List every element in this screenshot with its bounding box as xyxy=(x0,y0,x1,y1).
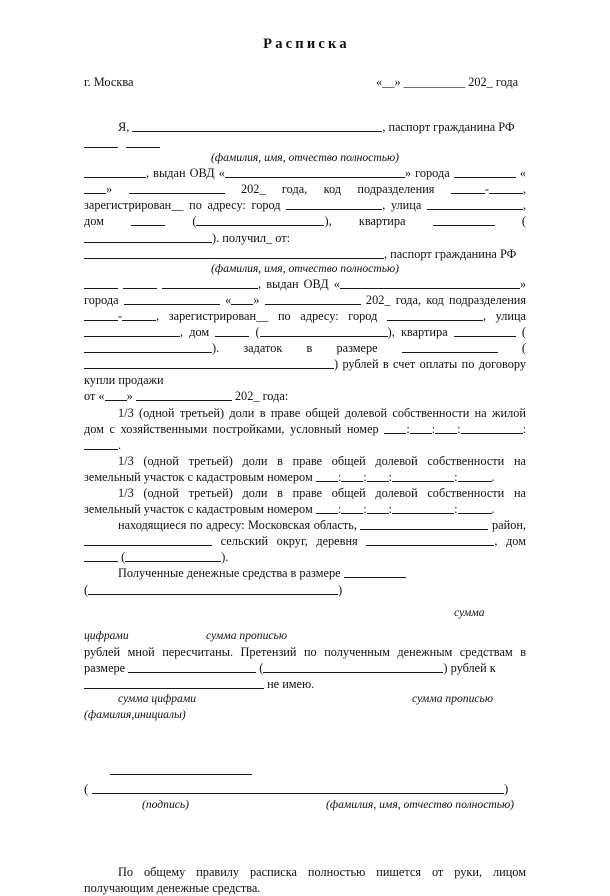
cond-number-input-4[interactable] xyxy=(461,422,523,434)
colon-12: : xyxy=(454,502,458,517)
house-label-3: , дом xyxy=(494,534,526,549)
caption-summa: сумма xyxy=(454,605,485,619)
paren-close-1b: ) xyxy=(212,230,217,245)
period-6: . xyxy=(225,550,229,565)
cond-number-input-3[interactable] xyxy=(435,422,457,434)
share-land-1-label: 1/3 (одной третьей) доли в праве общей долевой собственности на земельный участок с кадастровым номером xyxy=(84,453,526,484)
reg-city-input-2[interactable] xyxy=(387,309,483,321)
signature-block xyxy=(84,774,526,820)
district-label: район, xyxy=(492,518,527,533)
caption-familia-initials: (фамилия,инициалы) xyxy=(84,707,186,721)
paren-open-1b: ( xyxy=(521,214,526,229)
colon-6: : xyxy=(363,469,367,484)
no-claims-label: не имею. xyxy=(267,676,315,691)
reg-apartment-words-input-2[interactable] xyxy=(84,341,212,353)
received-from-label: получил_ от: xyxy=(222,230,291,245)
period-1: . xyxy=(216,230,220,245)
received-amount-words-input[interactable] xyxy=(88,583,338,595)
located-at-label: находящиеся по адресу: Московская область, xyxy=(118,518,357,533)
registered-at-label-1: , зарегистрирован__ по адресу: город xyxy=(84,182,527,213)
received-amount-input[interactable] xyxy=(344,566,406,578)
passport-series-number-row xyxy=(84,135,526,151)
cad-number-1-input-3[interactable] xyxy=(367,470,389,482)
caption-summa-propisyu: сумма прописью xyxy=(206,628,287,642)
division-code-label-2: код подразделения xyxy=(426,292,527,307)
issuer-city-input-2[interactable] xyxy=(124,293,220,305)
contract-from-label: от « xyxy=(84,389,105,404)
cad-number-1-input-5[interactable] xyxy=(458,470,492,482)
apartment-label-1: , квартира xyxy=(328,214,406,229)
colon-1: : xyxy=(406,421,410,436)
caption-signature-fio: (фамилия, имя, отчество полностью) xyxy=(326,797,515,811)
village-house-words-input[interactable] xyxy=(125,550,221,562)
cad-number-2-input-2[interactable] xyxy=(341,502,363,514)
cad-number-1-input-2[interactable] xyxy=(341,470,363,482)
para-no-claims xyxy=(84,676,526,692)
paren-open-5: ( xyxy=(84,582,89,597)
caption-summa-ciframi: сумма цифрами xyxy=(118,691,197,705)
paren-close-1: ) xyxy=(324,214,329,229)
caption-summa-propisyu-2: сумма прописью xyxy=(412,691,493,705)
issuer-city-input-1[interactable] xyxy=(454,166,516,178)
cond-number-input-5[interactable] xyxy=(84,438,118,450)
para-issuer-block-1 xyxy=(84,165,526,245)
quote-close-3: » xyxy=(126,389,133,404)
reg-apartment-words-input-1[interactable] xyxy=(84,231,212,243)
reg-apartment-input-1[interactable] xyxy=(433,214,495,226)
division-code-input-2a[interactable] xyxy=(84,309,118,321)
village-house-input[interactable] xyxy=(84,550,118,562)
passport-series-input[interactable] xyxy=(84,136,118,148)
payer-passport-extra-input[interactable] xyxy=(162,277,196,289)
paren-open-6: ( xyxy=(259,660,264,675)
city-date-row xyxy=(84,75,526,93)
issued-by-label-2: , выдан ОВД « xyxy=(258,276,340,291)
street-label-2: , улица xyxy=(482,308,527,323)
paren-close-5: ) xyxy=(338,582,343,597)
quote-close-1: » xyxy=(106,182,113,197)
reg-city-input-1[interactable] xyxy=(286,198,382,210)
paren-open-4: ( xyxy=(121,550,126,565)
colon-4: : xyxy=(522,421,526,436)
payer-passport-extra-input-2[interactable] xyxy=(196,277,258,289)
deposit-amount-input[interactable] xyxy=(402,341,498,353)
paren-open-2b: ( xyxy=(521,325,526,340)
sig-paren-close: ) xyxy=(504,780,509,796)
reg-house-input-1[interactable] xyxy=(131,214,165,226)
caption-signature: (подпись) xyxy=(142,797,190,811)
paren-open-1: ( xyxy=(192,214,197,229)
period-2: . xyxy=(216,341,220,356)
registered-at-label-2: , зарегистрирован__ по адресу: город xyxy=(156,308,378,323)
division-dash-2: - xyxy=(118,308,123,323)
division-dash-1: - xyxy=(484,182,489,197)
division-code-input-2b[interactable] xyxy=(122,309,156,321)
contract-year-label: 202_ года: xyxy=(234,389,289,404)
house-label-2: , дом xyxy=(180,325,210,340)
paren-close-4: ) xyxy=(221,550,226,565)
para-received-funds xyxy=(84,565,526,581)
ovd-name-input-1[interactable] xyxy=(225,166,405,178)
fio-caption-1: (фамилия, имя, отчество полностью) xyxy=(210,151,400,165)
fio-caption-2: (фамилия, имя, отчество полностью) xyxy=(210,261,400,275)
street-label-1: , улица xyxy=(382,198,422,213)
paren-close-2b: ) xyxy=(212,341,217,356)
house-label-1: , дом xyxy=(84,198,527,229)
issue-day-input-2[interactable] xyxy=(231,293,253,305)
quote-close-2: » xyxy=(253,292,260,307)
quote-open-1: « xyxy=(519,166,527,181)
signature-rule xyxy=(110,774,252,775)
city-of-label-1: » города xyxy=(404,166,450,181)
division-code-input-1b[interactable] xyxy=(489,182,523,194)
division-code-label-1: код подразделения xyxy=(323,182,435,197)
payer-fio-input[interactable] xyxy=(84,247,384,259)
reg-street-input-1[interactable] xyxy=(427,198,523,210)
received-funds-label: Полученные денежные средства в размере xyxy=(118,566,341,581)
period-3: . xyxy=(118,437,122,452)
passport-number-input[interactable] xyxy=(126,136,160,148)
declarant-fio-input[interactable] xyxy=(132,120,382,132)
cad-number-1-input-1[interactable] xyxy=(316,470,338,482)
colon-10: : xyxy=(363,502,367,517)
reg-street-input-2[interactable] xyxy=(84,325,180,337)
para-payer-intro xyxy=(84,246,526,262)
rural-district-label: сельский округ, деревня xyxy=(220,534,358,549)
paren-open-2: ( xyxy=(255,325,260,340)
period-5: . xyxy=(491,502,495,517)
colon-11: : xyxy=(388,502,393,517)
passport-extra-input-1[interactable] xyxy=(84,166,146,178)
footer-note: По общему правилу расписка полностью пишется от руки, лицом получающим денежные средства. xyxy=(84,864,526,895)
paren-close-2: ) xyxy=(387,325,392,340)
deposit-amount-label: задаток в размере xyxy=(243,341,378,356)
para-received-funds-words xyxy=(84,582,526,598)
signature-name-input[interactable] xyxy=(92,793,504,794)
rural-district-input[interactable] xyxy=(84,534,212,546)
issue-day-input-1[interactable] xyxy=(84,182,106,194)
cond-number-input-2[interactable] xyxy=(410,422,432,434)
payer-passport-series-input[interactable] xyxy=(84,277,118,289)
page-title: Расписка xyxy=(263,36,350,52)
intro-lead-label: Я, xyxy=(118,120,130,134)
rubles-payment-label: ) рублей в счет оплаты по договору купли продажи xyxy=(84,357,526,388)
caption-row-familia xyxy=(84,708,526,724)
village-input[interactable] xyxy=(366,534,494,546)
city-label: г. Москва xyxy=(84,75,134,89)
cad-number-1-input-4[interactable] xyxy=(392,470,454,482)
paren-open-3: ( xyxy=(521,341,526,356)
issue-year-label-2: 202_ года, xyxy=(365,292,422,307)
sig-paren-open: ( xyxy=(84,780,89,796)
caption-row-summa-ciframi xyxy=(84,692,526,708)
cad-number-2-input-3[interactable] xyxy=(367,502,389,514)
division-code-input-1a[interactable] xyxy=(451,182,485,194)
share-house-label: 1/3 (одной третьей) доли в праве общей долевой собственности на жилой дом с хозяйственными постройками, условный номер xyxy=(84,405,526,436)
apartment-label-2: , квартира xyxy=(391,325,448,340)
cad-number-2-input-1[interactable] xyxy=(316,502,338,514)
colon-9: : xyxy=(337,502,342,517)
issue-month-input-1[interactable] xyxy=(129,182,225,194)
document-content xyxy=(84,36,526,896)
colon-3: : xyxy=(457,421,461,436)
reg-house-words-input-2[interactable] xyxy=(260,325,388,337)
colon-7: : xyxy=(388,469,393,484)
rubles-k-label: рублей к xyxy=(450,660,496,675)
district-input[interactable] xyxy=(360,518,488,530)
para-location xyxy=(84,517,526,565)
paren-close-6: ) xyxy=(443,660,448,675)
colon-8: : xyxy=(454,469,458,484)
payer-passport-number-input[interactable] xyxy=(123,277,157,289)
para-recounted xyxy=(84,644,526,676)
contract-day-input[interactable] xyxy=(105,389,127,401)
caption-row-summa xyxy=(84,606,526,621)
caption-ciframi: цифрами xyxy=(84,628,129,642)
para-declarant-intro xyxy=(84,119,526,135)
reg-apartment-input-2[interactable] xyxy=(454,325,516,337)
cad-number-2-input-4[interactable] xyxy=(392,502,454,514)
period-4: . xyxy=(491,469,495,484)
contract-month-input[interactable] xyxy=(136,389,232,401)
deposit-amount-words-input[interactable] xyxy=(84,357,334,369)
colon-2: : xyxy=(431,421,436,436)
cond-number-input-1[interactable] xyxy=(384,422,406,434)
date-field[interactable]: «__» __________ 202_ года xyxy=(376,75,519,89)
city-of-label-2: » города xyxy=(84,276,527,307)
claim-amount-words-input[interactable] xyxy=(263,661,443,673)
para-issuer-block-2 xyxy=(84,276,526,389)
para-contract-date xyxy=(84,388,526,404)
colon-5: : xyxy=(337,469,342,484)
quote-open-2: « xyxy=(225,292,232,307)
issue-year-label-1: 202_ года, xyxy=(240,182,308,197)
reg-house-words-input-1[interactable] xyxy=(196,214,324,226)
share-land-2-label: 1/3 (одной третьей) доли в праве общей долевой собственности на земельный участок с кадастровым номером xyxy=(84,485,526,517)
passport-rf-label: , паспорт гражданина РФ xyxy=(382,120,515,134)
claim-amount-input[interactable] xyxy=(128,661,256,673)
claim-closing-input[interactable] xyxy=(84,677,264,689)
recounted-label: рублей мной пересчитаны. Претензий по полученным денежным средствам в размере xyxy=(84,644,526,675)
para-share-house xyxy=(84,405,526,453)
caption-row-ciframi xyxy=(84,629,526,644)
para-share-land-2 xyxy=(84,485,526,517)
para-share-land-1 xyxy=(84,453,526,485)
issued-by-label-1: , выдан ОВД « xyxy=(146,166,225,181)
reg-house-input-2[interactable] xyxy=(215,325,249,337)
cad-number-2-input-5[interactable] xyxy=(458,502,492,514)
ovd-name-input-2[interactable] xyxy=(340,277,520,289)
issue-month-input-2[interactable] xyxy=(265,293,361,305)
passport-rf-label-2: , паспорт гражданина РФ xyxy=(384,246,517,261)
